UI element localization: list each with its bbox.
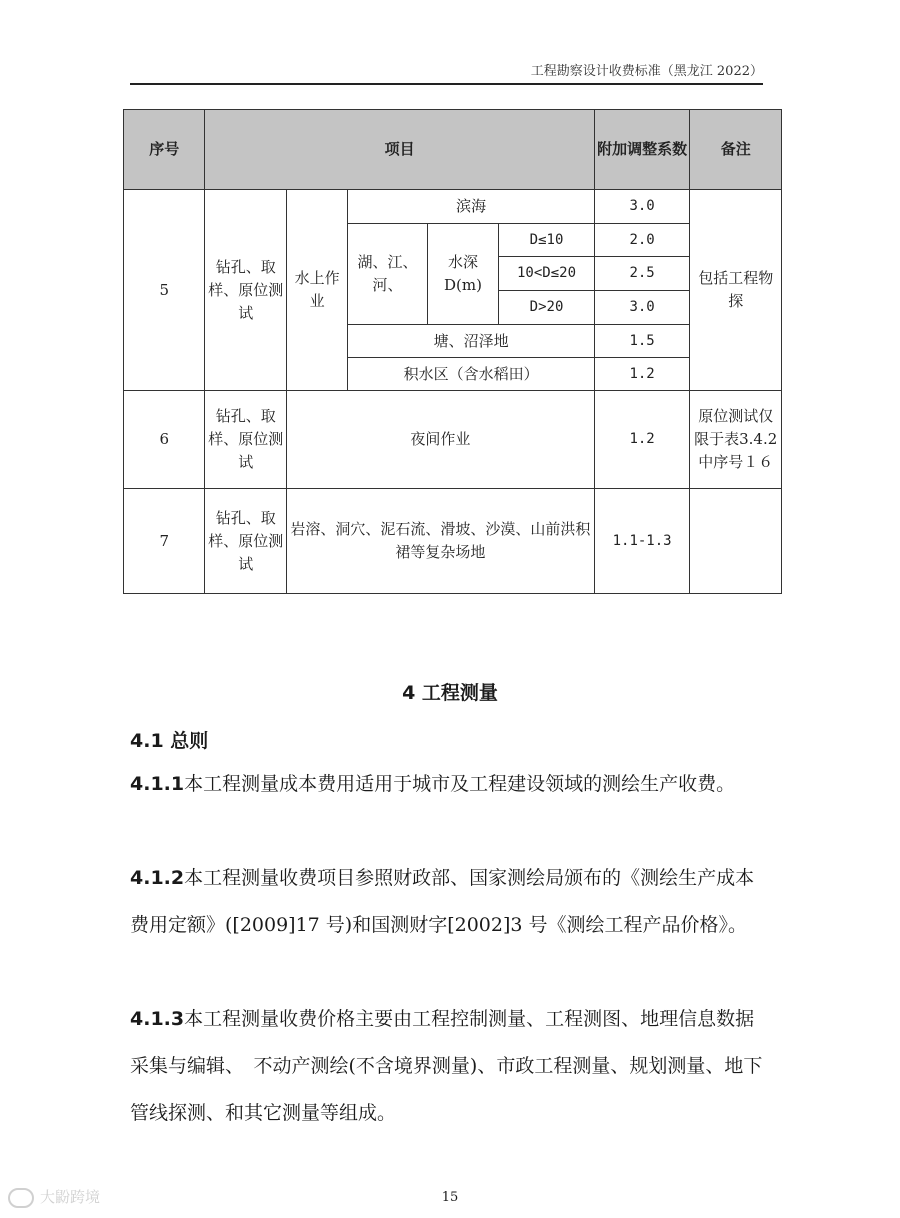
row7-coef: 1.1-1.3 [594,489,690,594]
watermark-text: 大鼢跨境 [40,1188,101,1206]
row5-paddy: 积水区（含水稻田） [348,358,594,391]
clause-text: 本工程测量收费项目参照财政部、国家测绘局颁布的《测绘生产成本 费用定额》([2009]17 号)和国测财字[2002]3 号《测绘工程产品价格》。 [130,867,774,936]
row5-depth: 水深D(m) [427,224,498,325]
coefficient-table [123,109,782,594]
row6-note: 原位测试仅限于表3.4.2中序号１６ [690,391,782,489]
row5-d2: 10<D≤20 [499,257,595,291]
row6-type: 钻孔、取样、原位测试 [205,391,286,489]
row5-binhai: 滨海 [348,190,594,224]
row5-d1: D≤10 [499,224,595,257]
row6-coef: 1.2 [594,391,690,489]
row5-d2-coef: 2.5 [594,257,690,291]
row5-binhai-coef: 3.0 [594,190,690,224]
header-rule [130,83,763,85]
row5-env: 水上作业 [286,190,347,391]
watermark-logo-icon [8,1188,34,1208]
row7-note [690,489,782,594]
row5-paddy-coef: 1.2 [594,358,690,391]
clause-text: 本工程测量收费价格主要由工程控制测量、工程测图、地理信息数据采集与编辑、 不动产测绘(不含境界测量)、市政工程测量、规划测量、地下管线探测、和其它测量等组成。 [130,1008,763,1124]
header-item: 项目 [205,110,594,190]
header-note: 备注 [690,110,782,190]
row5-type: 钻孔、取样、原位测试 [205,190,286,391]
header-coef: 附加调整系数 [594,110,690,190]
clause-number: 4.1.2 [130,867,185,889]
row7-item: 岩溶、洞穴、泥石流、滑坡、沙漠、山前洪积裙等复杂场地 [286,489,594,594]
row5-lake: 湖、江、河、 [348,224,427,325]
row6-seq: 6 [124,391,205,489]
section-title: 4 工程测量 [402,682,498,704]
header-seq: 序号 [124,110,205,190]
row5-d3: D>20 [499,291,595,325]
subsection-title: 4.1 总则 [130,730,209,752]
running-header: 工程勘察设计收费标准（黑龙江 2022） [530,64,763,79]
paragraph-4-1-1 [130,761,766,808]
clause-number: 4.1.3 [130,1008,185,1030]
page-number: 15 [441,1190,459,1205]
row5-d3-coef: 3.0 [594,291,690,325]
clause-number: 4.1.1 [130,773,185,795]
paragraph-4-1-2 [130,855,774,949]
row5-note: 包括工程物探 [690,190,782,391]
watermark [8,1186,100,1208]
paragraph-4-1-3 [130,996,766,1137]
row6-item: 夜间作业 [286,391,594,489]
clause-text: 本工程测量成本费用适用于城市及工程建设领域的测绘生产收费。 [184,773,736,795]
row5-seq: 5 [124,190,205,391]
row7-type: 钻孔、取样、原位测试 [205,489,286,594]
row5-d1-coef: 2.0 [594,224,690,257]
row5-pond: 塘、沼泽地 [348,325,594,358]
row7-seq: 7 [124,489,205,594]
row5-pond-coef: 1.5 [594,325,690,358]
